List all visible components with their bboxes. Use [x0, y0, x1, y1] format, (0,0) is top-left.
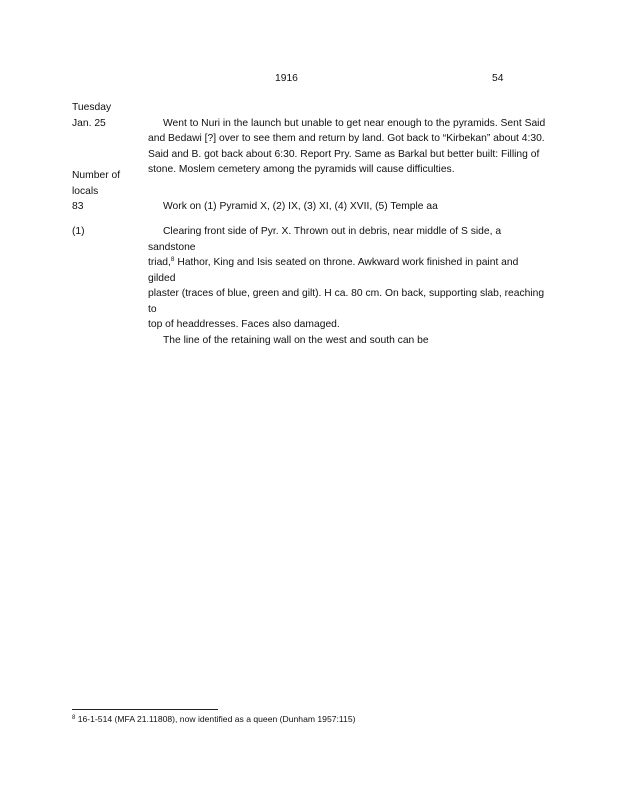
- entry-3-line: Clearing front side of Pyr. X. Thrown out in debris, near middle of S side, a sandstone: [148, 226, 502, 253]
- entry-3-line: plaster (traces of blue, green and gilt). H ca. 80 cm. On back, supporting slab, reaching to: [148, 288, 545, 315]
- entry-3-line2-after: Hathor, King and Isis seated on throne. Awkward work finished in paint and gilded: [148, 257, 519, 284]
- footnote-number: 8: [72, 715, 76, 721]
- footnote: [72, 713, 355, 725]
- entry-date-margin: [72, 100, 142, 131]
- footnote-text: 16-1-514 (MFA 21.11808), now identified as a queen (Dunham 1957:115): [75, 714, 356, 724]
- entry-3-line2-before: triad,: [148, 257, 171, 268]
- entry-date: Jan. 25: [72, 117, 106, 129]
- entry-1-line: Went to Nuri in the launch but unable to get near enough to the pyramids. Sent Said: [163, 117, 546, 129]
- locals-count: 83: [72, 201, 84, 212]
- footnote-reference: 8: [170, 256, 175, 263]
- entry-3-line: [148, 255, 548, 286]
- entry-3-line: The line of the retaining wall on the west and south can be: [163, 334, 429, 346]
- entry-3-line: top of headdresses. Faces also damaged.: [148, 319, 340, 330]
- entry-day: Tuesday: [72, 102, 112, 113]
- entry-1-line: stone. Moslem cemetery among the pyramids will cause difficulties.: [148, 164, 455, 175]
- locals-label-line2: locals: [72, 185, 99, 197]
- page-number: 54: [492, 73, 504, 84]
- work-summary: [148, 199, 548, 215]
- item-label: (1): [72, 226, 85, 237]
- entry-1-line: Said and B. got back about 6:30. Report Pry. Same as Barkal but better built: Filling of: [148, 148, 540, 160]
- entry-1-text: [148, 116, 548, 178]
- entry-3-text: [148, 224, 548, 348]
- work-summary-text: Work on (1) Pyramid X, (2) IX, (3) XI, (4) XVII, (5) Temple aa: [163, 201, 438, 212]
- page-year: 1916: [275, 73, 298, 84]
- locals-label-line1: Number of: [72, 170, 121, 181]
- entry-1-line: and Bedawi [?] over to see them and return by land. Got back to “Kirbekan” about 4:30.: [148, 133, 545, 144]
- locals-margin: [72, 168, 142, 215]
- footnote-divider: [72, 709, 218, 710]
